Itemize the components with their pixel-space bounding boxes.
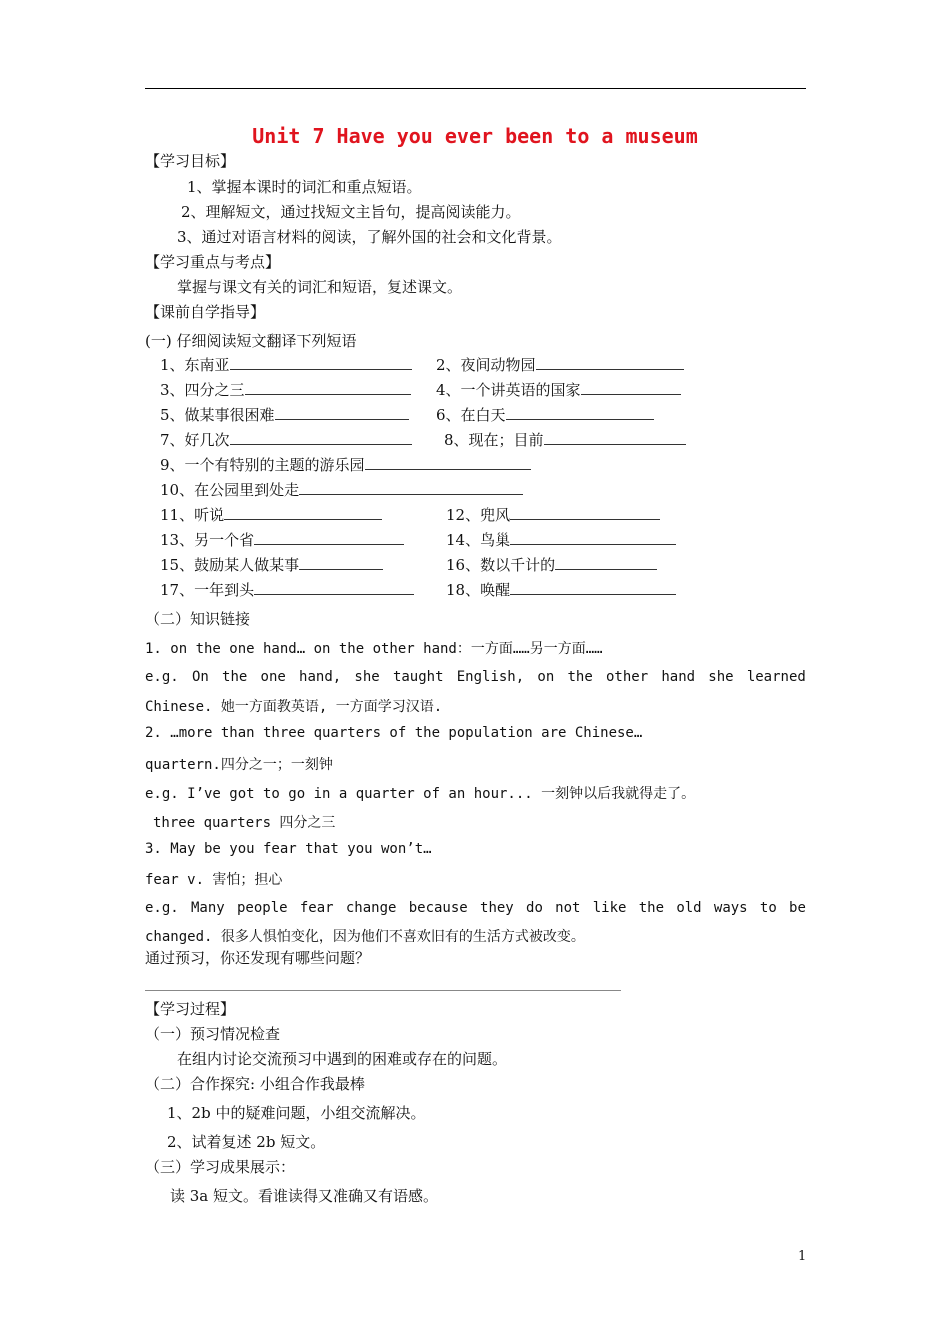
header-rule — [145, 88, 806, 89]
phrase-item: 18、唤醒 — [446, 580, 676, 600]
example-line: e.g. Many people fear change because they do not like the old ways to be — [145, 900, 806, 916]
answer-blank[interactable] — [544, 430, 686, 445]
phrase-item: 2、夜间动物园 — [436, 355, 684, 375]
process-text: 读 3a 短文。看谁读得又准确又有语感。 — [170, 1187, 439, 1205]
phrase-item: 8、现在；目前 — [444, 430, 686, 450]
keypoints-heading: 【学习重点与考点】 — [145, 253, 281, 271]
keypoints-text: 掌握与课文有关的词汇和短语，复述课文。 — [177, 278, 463, 296]
definition-line: fear v. 害怕；担心 — [145, 872, 283, 888]
answer-blank[interactable] — [299, 480, 523, 495]
preview-heading: 【课前自学指导】 — [145, 303, 266, 321]
answer-line[interactable] — [145, 990, 621, 991]
process-section-title: （三）学习成果展示： — [145, 1158, 296, 1176]
phrase-item: 6、在白天 — [436, 405, 654, 425]
part2-title: （二）知识链接 — [145, 610, 251, 628]
phrase-item: 3、四分之三 — [160, 380, 411, 400]
page-number: 1 — [798, 1249, 807, 1264]
phrase-item: 14、鸟巢 — [446, 530, 676, 550]
process-item: 1、2b 中的疑难问题，小组交流解决。 — [167, 1104, 426, 1122]
answer-blank[interactable] — [365, 455, 531, 470]
question-line: 通过预习，你还发现有哪些问题？ — [145, 949, 371, 967]
answer-blank[interactable] — [230, 355, 412, 370]
page-title: Unit 7 Have you ever been to a museum — [252, 124, 698, 148]
phrase-item: 1、东南亚 — [160, 355, 412, 375]
process-section-title: （一）预习情况检查 — [145, 1025, 281, 1043]
example-line: Chinese. 她一方面教英语, 一方面学习汉语. — [145, 699, 443, 715]
phrase-item: 9、一个有特别的主题的游乐园 — [160, 455, 531, 475]
process-section-title: （二）合作探究: 小组合作我最棒 — [145, 1075, 365, 1093]
example-line: e.g. I’ve got to go in a quarter of an hour... 一刻钟以后我就得走了。 — [145, 786, 696, 802]
answer-blank[interactable] — [555, 555, 657, 570]
knowledge-item: 3. May be you fear that you won’t… — [145, 841, 432, 857]
process-heading: 【学习过程】 — [145, 1000, 236, 1018]
phrase-item: 12、兜风 — [446, 505, 660, 525]
knowledge-item: 1. on the one hand… on the other hand：一方面……另一方面…… — [145, 641, 603, 657]
phrase-item: 7、好几次 — [160, 430, 412, 450]
phrase-item: 5、做某事很困难 — [160, 405, 409, 425]
goal-item: 3、通过对语言材料的阅读，了解外国的社会和文化背景。 — [177, 228, 562, 246]
answer-blank[interactable] — [581, 380, 681, 395]
process-item: 2、试着复述 2b 短文。 — [167, 1133, 326, 1151]
answer-blank[interactable] — [510, 530, 676, 545]
goal-item: 1、掌握本课时的词汇和重点短语。 — [187, 178, 422, 196]
phrase-item: 11、听说 — [160, 505, 382, 525]
answer-blank[interactable] — [224, 505, 382, 520]
answer-blank[interactable] — [275, 405, 409, 420]
phrase-item: 4、一个讲英语的国家 — [436, 380, 681, 400]
answer-blank[interactable] — [230, 430, 412, 445]
answer-blank[interactable] — [536, 355, 684, 370]
phrase-item: 10、在公园里到处走 — [160, 480, 523, 500]
answer-blank[interactable] — [254, 530, 404, 545]
process-text: 在组内讨论交流预习中遇到的困难或存在的问题。 — [177, 1050, 508, 1068]
definition-line: quartern.四分之一；一刻钟 — [145, 757, 333, 773]
phrase-item: 15、鼓励某人做某事 — [160, 555, 383, 575]
phrase-item: 17、一年到头 — [160, 580, 414, 600]
goals-heading: 【学习目标】 — [145, 152, 236, 170]
note-line: three quarters 四分之三 — [153, 815, 336, 831]
knowledge-item: 2. …more than three quarters of the population are Chinese… — [145, 725, 643, 741]
example-line: changed. 很多人惧怕变化，因为他们不喜欢旧有的生活方式被改变。 — [145, 929, 585, 945]
answer-blank[interactable] — [299, 555, 383, 570]
answer-blank[interactable] — [254, 580, 414, 595]
example-line: e.g. On the one hand, she taught English, on the other hand she learned — [145, 669, 806, 685]
phrase-item: 13、另一个省 — [160, 530, 404, 550]
answer-blank[interactable] — [510, 505, 660, 520]
goal-item: 2、理解短文，通过找短文主旨句，提高阅读能力。 — [181, 203, 521, 221]
answer-blank[interactable] — [506, 405, 654, 420]
answer-blank[interactable] — [245, 380, 411, 395]
answer-blank[interactable] — [510, 580, 676, 595]
part1-title: (一) 仔细阅读短文翻译下列短语 — [145, 332, 357, 350]
phrase-item: 16、数以千计的 — [446, 555, 657, 575]
